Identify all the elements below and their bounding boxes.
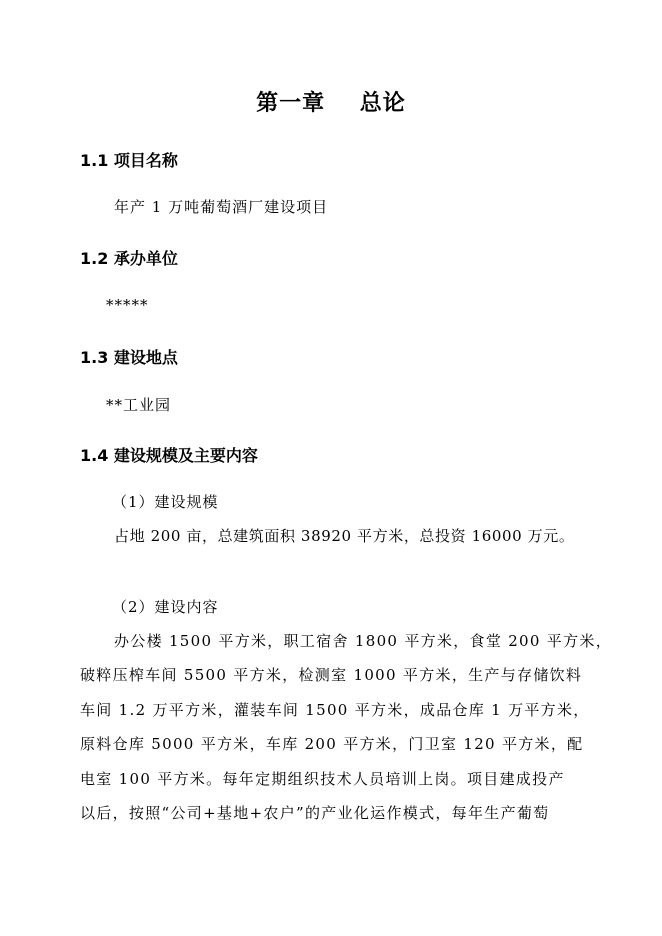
scale-text: 占地 200 亩，总建筑面积 38920 平方米，总投资 16000 万元。 bbox=[114, 527, 575, 545]
content-line: 以后，按照“公司+基地+农户”的产业化运作模式，每年生产葡萄 bbox=[80, 804, 550, 822]
section-heading-project-name: 1.1 项目名称 bbox=[80, 151, 178, 170]
content-line: 原料仓库 5000 平方米，车库 200 平方米，门卫室 120 平方米，配 bbox=[80, 735, 584, 753]
sponsor-text: ***** bbox=[106, 296, 149, 314]
chapter-title: 第一章 总论 bbox=[256, 91, 406, 116]
scale-subheading: （1）建设规模 bbox=[112, 493, 219, 511]
project-name-text: 年产 1 万吨葡萄酒厂建设项目 bbox=[114, 198, 329, 216]
content-line: 电室 100 平方米。每年定期组织技术人员培训上岗。项目建成投产 bbox=[80, 770, 565, 788]
section-heading-scale-content: 1.4 建设规模及主要内容 bbox=[80, 446, 258, 465]
content-subheading: （2）建设内容 bbox=[112, 598, 219, 616]
content-line: 破粹压榨车间 5500 平方米，检测室 1000 平方米，生产与存储饮料 bbox=[80, 666, 583, 684]
section-heading-sponsor: 1.2 承办单位 bbox=[80, 249, 178, 268]
content-line: 办公楼 1500 平方米，职工宿舍 1800 平方米，食堂 200 平方米， bbox=[114, 632, 612, 650]
location-text: **工业园 bbox=[106, 396, 172, 414]
content-line: 车间 1.2 万平方米，灌装车间 1500 平方米，成品仓库 1 万平方米， bbox=[80, 701, 590, 719]
section-heading-location: 1.3 建设地点 bbox=[80, 348, 178, 367]
